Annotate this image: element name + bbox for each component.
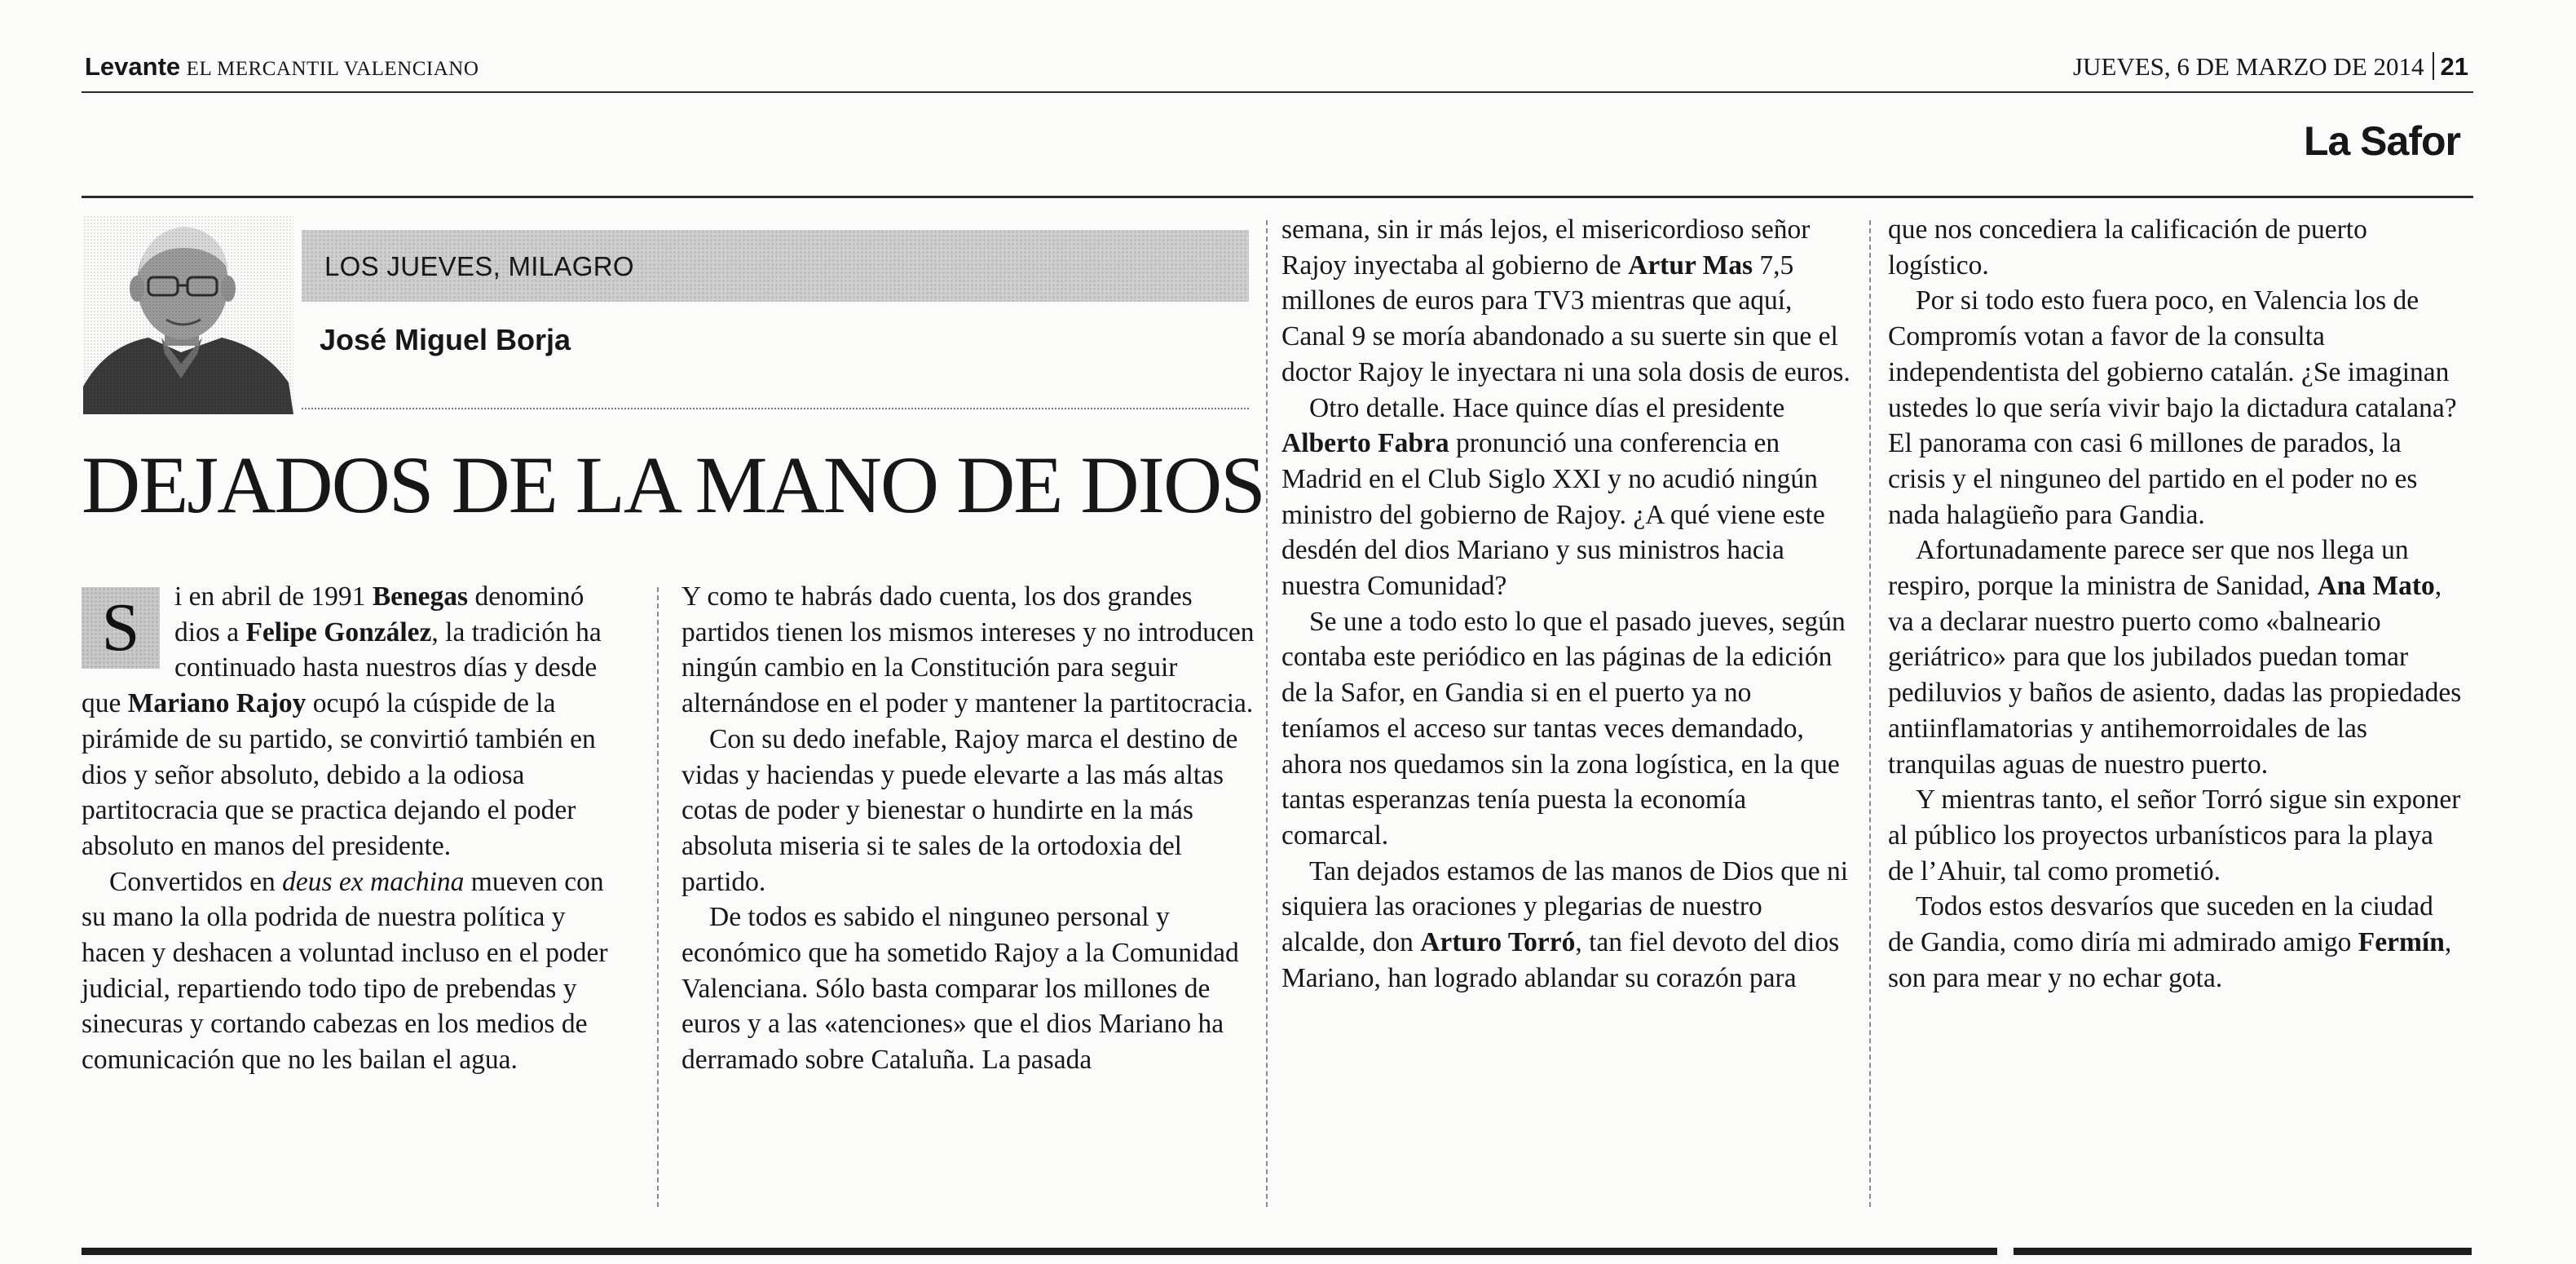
drop-cap: S xyxy=(82,587,160,669)
paragraph-3: Y como te habrás dado cuenta, los dos grandes partidos tienen los mismos intereses y no introducen ningún cambio en la Constitución para seguir alternándose en el poder y mantener la partitocracia. xyxy=(681,581,1255,719)
person-name: Benegas xyxy=(372,581,469,612)
author-dotted-rule xyxy=(302,408,1249,409)
bottom-rule xyxy=(82,1248,1997,1255)
column-kicker: LOS JUEVES, MILAGRO xyxy=(324,251,634,281)
section-title: La Safor xyxy=(2303,118,2460,164)
section-rule xyxy=(82,196,2473,198)
column-divider xyxy=(1869,220,1871,1207)
author-photo xyxy=(83,215,293,414)
paragraph-10: que nos concediera la calificación de puerto logístico. xyxy=(1888,214,2367,281)
masthead-left xyxy=(85,52,479,82)
paragraph-2: Convertidos en deus ex machina mueven con su mano la olla podrida de nuestra política y hacen y deshacen a voluntad incluso en el poder judicial, repartiendo todo tipo de prebendas y sinecuras y cortando cabezas en los medios de comunicación que no les bailan el agua. xyxy=(82,866,608,1076)
person-name: Felipe González xyxy=(245,617,432,647)
masthead-right xyxy=(2073,52,2468,82)
paragraph-12: Afortunadamente parece ser que nos llega un respiro, porque la ministra de Sanidad, Ana Mato, va a declarar nuestro puerto como «balneario geriátrico» para que los jubilados puedan tomar pediluvios y baños de asiento, dadas las propiedades antiinflamatorias y antihemorroidales de las tranquilas aguas de nuestro puerto. xyxy=(1888,535,2462,780)
article-column-1 xyxy=(82,579,629,1078)
latin-phrase: deus ex machina xyxy=(282,866,465,897)
paragraph-11: Por si todo esto fuera poco, en Valencia los de Compromís votan a favor de la consulta independentista del gobierno catalán. ¿Se imaginan ustedes lo que sería vivir bajo la dictadura catalana? El panorama con casi 6 millones de parados, la crisis y el ninguneo del partido en el poder no es nada halagüeño para Gandia. xyxy=(1888,285,2457,530)
paragraph-5: De todos es sabido el ninguneo personal y económico que ha sometido Rajoy a la Comunidad Valenciana. Sólo basta comparar los millones de euros y a las «atenciones» que el dios Mariano ha derramado sobre Cataluña. La pasada xyxy=(681,902,1239,1076)
bottom-rule xyxy=(2014,1248,2472,1255)
paragraph-6: semana, sin ir más lejos, el misericordioso señor Rajoy inyectaba al gobierno de Artur Mas 7,5 millones de euros para TV3 mientras que aquí, Canal 9 se moría abandonado a su suerte sin que el doctor Rajoy le inyectara ni una sola dosis de euros. xyxy=(1281,214,1850,387)
article-column-3 xyxy=(1281,212,1852,996)
paragraph-4: Con su dedo inefable, Rajoy marca el destino de vidas y haciendas y puede elevarte a las más altas cotas de poder y bienestar o hundirte en la más absoluta miseria si te sales de la ortodoxia del partido. xyxy=(681,723,1238,897)
paragraph-8: Se une a todo esto lo que el pasado jueves, según contaba este periódico en las páginas de la edición de la Safor, en Gandia si en el puerto ya no teníamos el acceso sur tantas veces demandado, ahora nos quedamos sin la zona logística, en la que tantas esperanzas tenía puesta la economía comarcal. xyxy=(1281,606,1846,851)
column-divider xyxy=(657,587,659,1207)
date-separator xyxy=(2433,52,2434,80)
headline: DEJADOS DE LA MANO DE DIOS xyxy=(82,440,1264,530)
author-name: José Miguel Borja xyxy=(320,323,571,356)
person-name: Ana Mato xyxy=(2317,571,2435,602)
article-column-2 xyxy=(681,579,1255,1078)
newspaper-subtitle: EL MERCANTIL VALENCIANO xyxy=(186,58,479,80)
paragraph-9: Tan dejados estamos de las manos de Dios que ni siquiera las oraciones y plegarias de nuestro alcalde, don Arturo Torró, tan fiel devoto del dios Mariano, han logrado ablandar su corazón para xyxy=(1281,855,1849,993)
column-divider xyxy=(1266,220,1268,1207)
newspaper-brand: Levante xyxy=(85,52,181,81)
paragraph-14: Todos estos desvaríos que suceden en la ciudad de Gandia, como diría mi admirado amigo Fermín, son para mear y no echar gota. xyxy=(1888,891,2452,993)
person-name: Alberto Fabra xyxy=(1281,428,1449,459)
paragraph-7: Otro detalle. Hace quince días el presidente Alberto Fabra pronunció una conferencia en Madrid en el Club Siglo XXI y no acudió ningún ministro del gobierno de Rajoy. ¿A qué viene este desdén del dios Mariano y sus ministros hacia nuestra Comunidad? xyxy=(1281,392,1825,602)
person-name: Mariano Rajoy xyxy=(127,688,307,719)
top-rule xyxy=(82,91,2473,93)
paragraph-1: S i en abril de 1991 Benegas denominó dios a Felipe González, la tradición ha continuado hasta nuestros días y desde que Mariano Rajoy ocupó la cúspide de la pirámide de su partido, se convirtió también en dios y señor absoluto, debido a la odiosa partitocracia que se practica dejando el poder absoluto en manos del presidente. xyxy=(82,581,602,861)
person-name: Artur Mas xyxy=(1628,250,1753,281)
paragraph-13: Y mientras tanto, el señor Torró sigue sin exponer al público los proyectos urbanísticos para la playa de l’Ahuir, tal como prometió. xyxy=(1888,784,2461,886)
article-column-4 xyxy=(1888,212,2464,996)
person-name: Fermín xyxy=(2358,927,2445,958)
issue-date: JUEVES, 6 DE MARZO DE 2014 xyxy=(2072,52,2424,81)
page-number: 21 xyxy=(2440,52,2468,81)
person-name: Arturo Torró xyxy=(1420,927,1576,958)
